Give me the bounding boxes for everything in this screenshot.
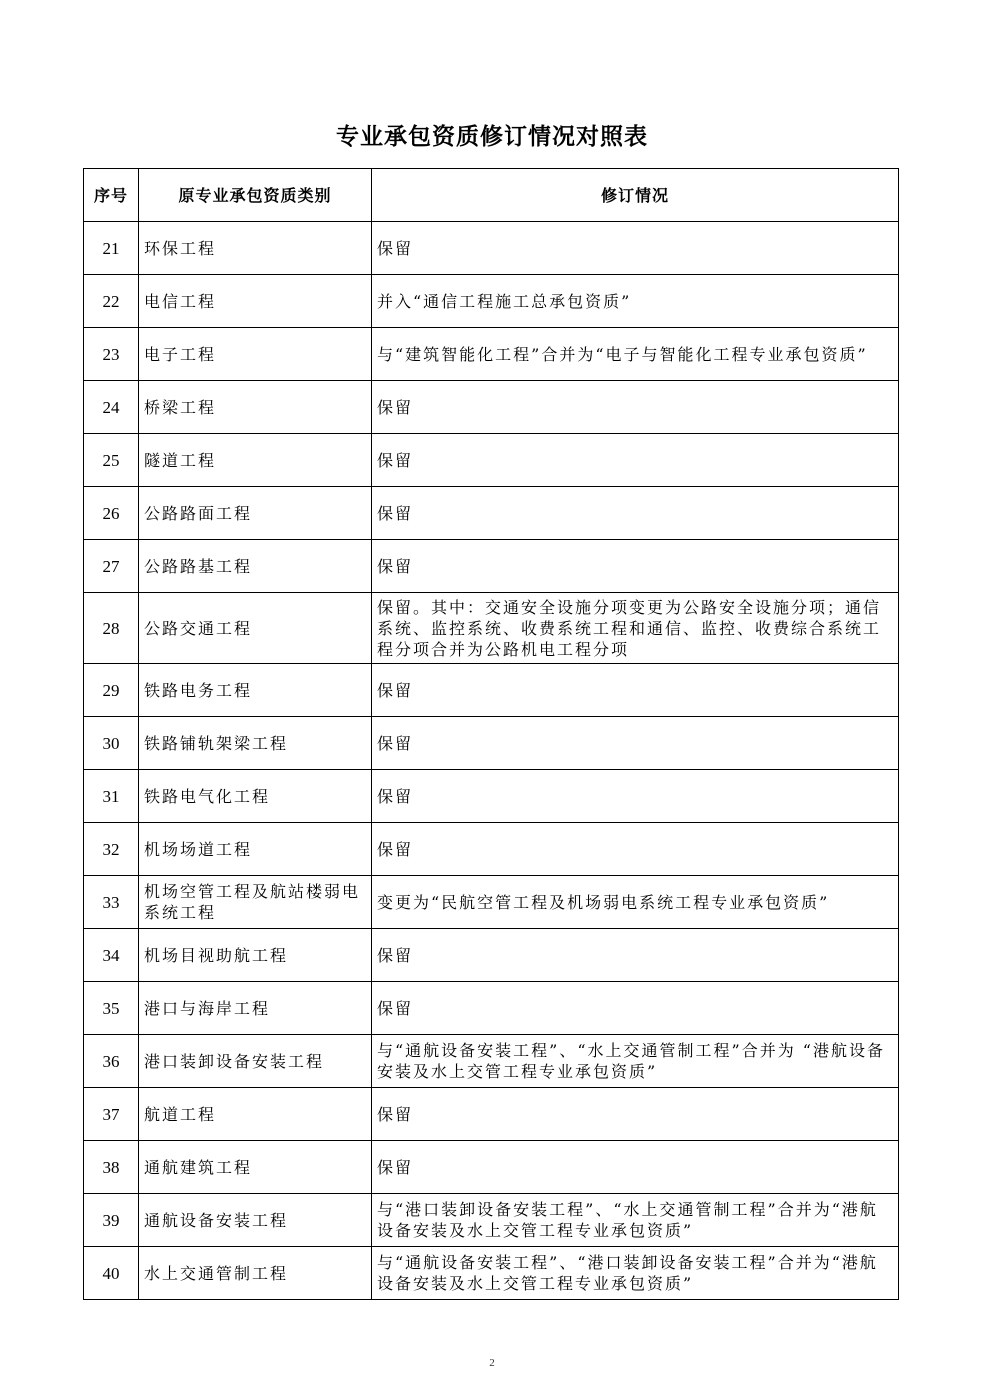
table-row	[84, 487, 899, 540]
row-original-type: 水上交通管制工程	[139, 1247, 372, 1300]
row-serial-number: 21	[84, 222, 139, 275]
row-serial-number: 30	[84, 717, 139, 770]
row-original-type: 机场场道工程	[139, 823, 372, 876]
table-row	[84, 275, 899, 328]
row-original-type: 航道工程	[139, 1088, 372, 1141]
table-row	[84, 929, 899, 982]
row-revision: 保留	[372, 1088, 899, 1141]
row-original-type: 公路路基工程	[139, 540, 372, 593]
row-revision: 保留	[372, 487, 899, 540]
qualification-table	[83, 168, 899, 1300]
row-serial-number: 36	[84, 1035, 139, 1088]
row-revision: 与“建筑智能化工程”合并为“电子与智能化工程专业承包资质”	[372, 328, 899, 381]
table-row	[84, 770, 899, 823]
row-serial-number: 23	[84, 328, 139, 381]
row-serial-number: 24	[84, 381, 139, 434]
row-revision: 保留	[372, 222, 899, 275]
document-title: 专业承包资质修订情况对照表	[336, 124, 648, 150]
row-revision: 与“通航设备安装工程”、“水上交通管制工程”合并为 “港航设备安装及水上交管工程专业承包资质”	[372, 1035, 899, 1088]
table-row	[84, 1141, 899, 1194]
row-original-type: 铁路铺轨架梁工程	[139, 717, 372, 770]
row-original-type: 港口装卸设备安装工程	[139, 1035, 372, 1088]
row-original-type: 机场空管工程及航站楼弱电系统工程	[139, 876, 372, 929]
row-revision: 保留	[372, 823, 899, 876]
row-revision: 保留	[372, 982, 899, 1035]
row-original-type: 桥梁工程	[139, 381, 372, 434]
table-row	[84, 328, 899, 381]
row-serial-number: 26	[84, 487, 139, 540]
row-serial-number: 37	[84, 1088, 139, 1141]
table-row	[84, 876, 899, 929]
row-serial-number: 25	[84, 434, 139, 487]
row-serial-number: 34	[84, 929, 139, 982]
table-row	[84, 434, 899, 487]
row-original-type: 通航建筑工程	[139, 1141, 372, 1194]
row-revision: 保留	[372, 770, 899, 823]
row-serial-number: 35	[84, 982, 139, 1035]
row-revision: 保留	[372, 1141, 899, 1194]
row-original-type: 电信工程	[139, 275, 372, 328]
table-row	[84, 664, 899, 717]
page-number: 2	[489, 1357, 495, 1369]
row-original-type: 铁路电气化工程	[139, 770, 372, 823]
row-serial-number: 29	[84, 664, 139, 717]
row-serial-number: 31	[84, 770, 139, 823]
row-revision: 保留	[372, 664, 899, 717]
table-row	[84, 1035, 899, 1088]
row-revision: 保留	[372, 381, 899, 434]
row-original-type: 机场目视助航工程	[139, 929, 372, 982]
row-serial-number: 27	[84, 540, 139, 593]
table-row	[84, 823, 899, 876]
row-serial-number: 32	[84, 823, 139, 876]
table-body	[84, 222, 899, 1300]
row-original-type: 电子工程	[139, 328, 372, 381]
row-serial-number: 28	[84, 593, 139, 664]
table-row	[84, 222, 899, 275]
table-row	[84, 1247, 899, 1300]
row-revision: 保留。其中：交通安全设施分项变更为公路安全设施分项；通信系统、监控系统、收费系统工程和通信、监控、收费综合系统工程分项合并为公路机电工程分项	[372, 593, 899, 664]
row-revision: 保留	[372, 717, 899, 770]
row-original-type: 通航设备安装工程	[139, 1194, 372, 1247]
table-row	[84, 982, 899, 1035]
table-row	[84, 540, 899, 593]
row-original-type: 隧道工程	[139, 434, 372, 487]
table-row	[84, 1088, 899, 1141]
table-row	[84, 717, 899, 770]
row-revision: 保留	[372, 434, 899, 487]
table-row	[84, 593, 899, 664]
row-original-type: 环保工程	[139, 222, 372, 275]
row-serial-number: 40	[84, 1247, 139, 1300]
row-revision: 变更为“民航空管工程及机场弱电系统工程专业承包资质”	[372, 876, 899, 929]
header-revision: 修订情况	[372, 169, 899, 222]
table-header-row	[84, 169, 899, 222]
header-serial-number: 序号	[84, 169, 139, 222]
table-row	[84, 381, 899, 434]
row-original-type: 公路路面工程	[139, 487, 372, 540]
row-original-type: 公路交通工程	[139, 593, 372, 664]
row-serial-number: 39	[84, 1194, 139, 1247]
row-serial-number: 38	[84, 1141, 139, 1194]
row-original-type: 港口与海岸工程	[139, 982, 372, 1035]
row-original-type: 铁路电务工程	[139, 664, 372, 717]
header-original-type: 原专业承包资质类别	[139, 169, 372, 222]
row-serial-number: 22	[84, 275, 139, 328]
row-revision: 保留	[372, 929, 899, 982]
row-revision: 保留	[372, 540, 899, 593]
row-revision: 与“港口装卸设备安装工程”、“水上交通管制工程”合并为“港航设备安装及水上交管工程专业承包资质”	[372, 1194, 899, 1247]
table-row	[84, 1194, 899, 1247]
row-serial-number: 33	[84, 876, 139, 929]
row-revision: 与“通航设备安装工程”、“港口装卸设备安装工程”合并为“港航设备安装及水上交管工程专业承包资质”	[372, 1247, 899, 1300]
row-revision: 并入“通信工程施工总承包资质”	[372, 275, 899, 328]
